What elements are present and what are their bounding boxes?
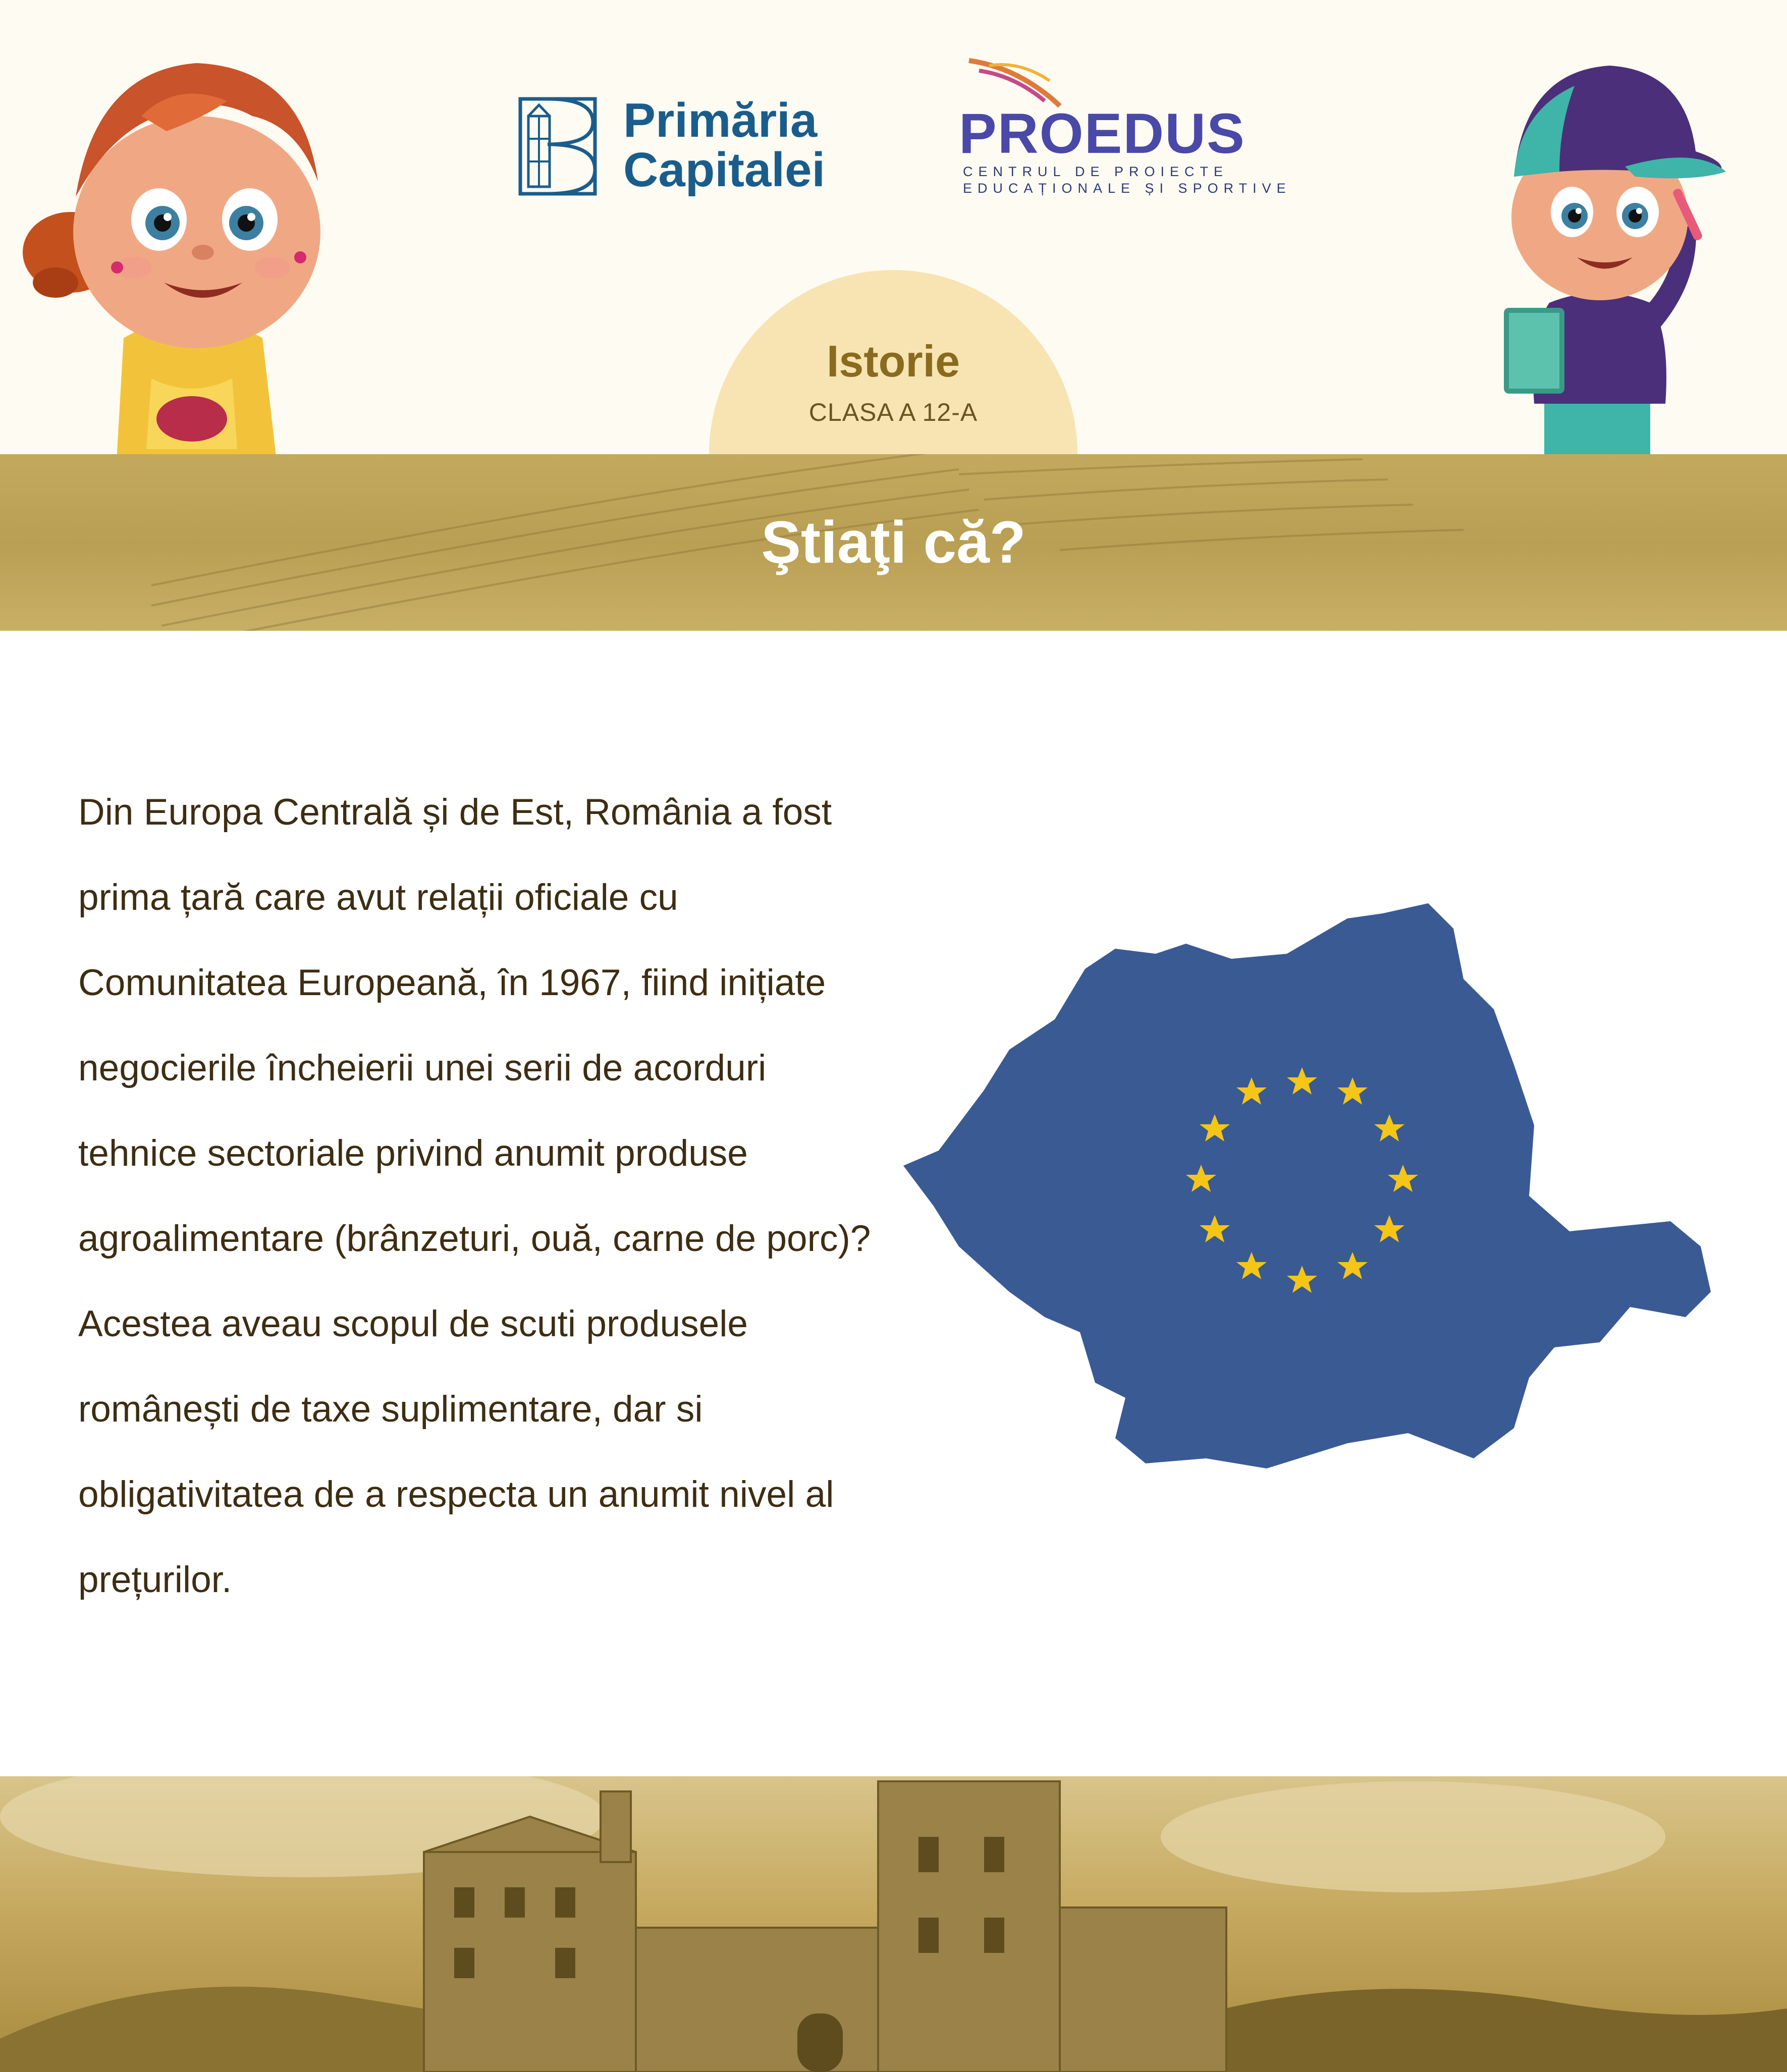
subject-title: Istorie	[826, 336, 960, 386]
boy-mascot-illustration	[1484, 50, 1726, 454]
title-banner	[0, 454, 1787, 631]
proedus-logo	[959, 56, 1291, 197]
footer-castle-banner	[0, 1776, 1787, 2072]
girl-mascot-illustration	[15, 15, 368, 454]
primaria-building-icon	[517, 96, 598, 197]
proedus-tagline-1: CENTRUL DE PROIECTE	[963, 164, 1229, 179]
romania-eu-flag-map	[903, 898, 1721, 1468]
banner-title: Ştiaţi că?	[761, 509, 1026, 576]
header	[0, 0, 1787, 454]
proedus-name: PROEDUS	[959, 102, 1246, 165]
primaria-line2: Capitalei	[623, 143, 826, 197]
primaria-capitalei-logo	[517, 93, 855, 197]
primaria-line1: Primăria	[623, 93, 818, 147]
content-area	[0, 631, 1787, 1776]
fact-paragraph: Din Europa Centrală și de Est, România a fost prima țară care avut relații oficiale cu Comunitatea Europeană, în 1967, fiind inițiate negocierile încheierii unei serii de acorduri tehnice sectoriale privind anumit produse agroalimentare (brânzeturi, ouă, carne de porc)? Acestea aveau scopul de scuti produsele românești de taxe suplimentare, dar si obligativitatea de a respecta un anumit nivel al prețurilor.	[78, 792, 871, 1600]
class-label: CLASA A 12-A	[808, 398, 978, 426]
proedus-tagline-2: EDUCAȚIONALE ȘI SPORTIVE	[963, 181, 1291, 196]
castle-illustration	[0, 1776, 1787, 2072]
